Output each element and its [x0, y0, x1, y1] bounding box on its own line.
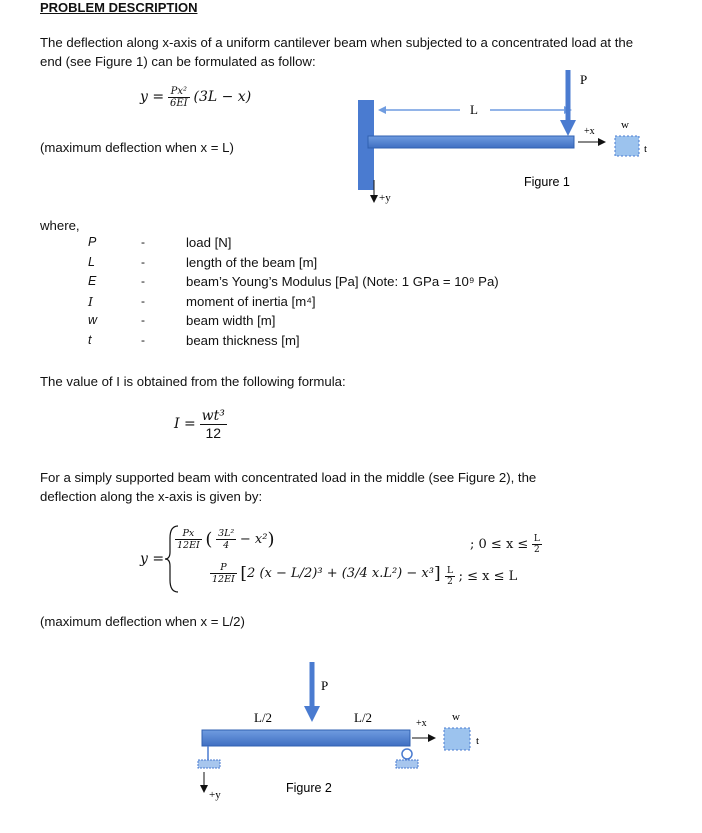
variable-dash: - [141, 235, 145, 249]
max-deflection-note-1: (maximum deflection when x = L) [40, 140, 234, 155]
eq2-numerator: wt³ [201, 408, 225, 424]
fig1-label-L: L [470, 102, 478, 117]
eq3-lhs: y = [140, 551, 165, 567]
variable-desc: load [N] [186, 235, 232, 250]
fig1-label-t: t [644, 143, 648, 155]
fig2-label-y: +y [209, 789, 221, 801]
fig1-label-y: +y [379, 192, 391, 204]
eq3-case-2: $\frac{P}{12EI}$ [2 (x − L/2)³ + (3/4 x.L²) − x³] [212, 562, 441, 585]
variable-symbol: w [88, 313, 98, 327]
cantilever-beam [368, 136, 574, 148]
eq3-c2-frac-num: L [447, 566, 453, 576]
fig2-label-w: w [452, 711, 460, 723]
variable-symbol: I [88, 293, 93, 309]
equation-inertia [174, 408, 227, 441]
simply-supported-beam [202, 730, 410, 746]
eq3-c1-inner-num: 3L² [218, 528, 235, 539]
ss-line-1: For a simply supported beam with concentrated load in the middle (see Figure 2), the [40, 470, 537, 485]
eq3-c1-num: Px [175, 528, 202, 540]
fig2-label-L2: L/2 [354, 710, 373, 725]
eq1-rest: (3L − x) [193, 89, 252, 106]
eq3-c2-body: 2 (x − L/2)³ + (3/4 x.L²) − x³ [247, 565, 434, 581]
eq3-c2-den: 12EI [212, 574, 235, 585]
variable-dash: - [141, 254, 145, 269]
fig2-label-t: t [476, 735, 480, 747]
fig1-label-w: w [621, 119, 629, 131]
eq3-c2-cond: ; ≤ x ≤ L [458, 568, 518, 584]
eq3-frac-num: L [533, 534, 540, 544]
variable-dash: - [141, 332, 145, 347]
variable-symbol: L [88, 254, 95, 269]
cross-section-box [615, 136, 639, 156]
figure-1-caption: Figure 1 [524, 175, 570, 189]
where-label: where, [40, 218, 80, 233]
variable-dash: - [141, 274, 145, 288]
eq3-lhs-wrap [140, 550, 164, 567]
variable-dash: - [141, 293, 145, 308]
figure-2-simply-supported-diagram [190, 660, 510, 810]
fig2-label-x: +x [416, 718, 427, 729]
intro-line-2: end (see Figure 1) can be formulated as follow: [40, 54, 316, 69]
variable-desc: beam width [m] [186, 313, 276, 328]
variable-desc: length of the beam [m] [186, 254, 318, 270]
variable-symbol: t [88, 332, 92, 347]
ss-line-2: deflection along the x-axis is given by: [40, 489, 263, 504]
variable-symbol: P [88, 235, 97, 249]
eq3-case-1: $\frac{Px}{12EI}$ ( $\frac{\text{3L²}}{4}$ − x²) [177, 528, 275, 551]
eq3-c2-num: P [210, 562, 237, 574]
eq3-c2-frac-den: 2 [447, 577, 453, 587]
variable-desc: beam thickness [m] [186, 332, 300, 348]
variable-dash: - [141, 313, 145, 327]
fig2-label-L1: L/2 [254, 710, 273, 725]
eq3-frac-den: 2 [534, 545, 540, 555]
eq3-c1-inner-den: 4 [223, 540, 230, 551]
variable-symbol: E [88, 274, 97, 288]
fig1-label-x: +x [584, 126, 595, 137]
inertia-intro: The value of I is obtained from the following formula: [40, 374, 346, 389]
fig2-cross-section-box [444, 728, 470, 750]
fig2-label-P: P [321, 678, 329, 693]
eq1-denominator: 6EI [169, 98, 188, 109]
eq3-c1-tail: − x² [239, 531, 268, 547]
variable-desc: beam’s Young’s Modulus [Pa] (Note: 1 GPa = 10⁹ Pa) [186, 274, 499, 289]
max-deflection-note-2: (maximum deflection when x = L/2) [40, 614, 245, 629]
eq3-c1-den: 12EI [177, 540, 200, 551]
eq3-case-1-condition [470, 534, 542, 555]
eq1-lhs: y = [140, 89, 165, 106]
equation-cantilever [140, 86, 251, 109]
figure-2-caption: Figure 2 [286, 781, 332, 795]
figure-1-cantilever-diagram [340, 60, 690, 220]
eq3-case-2-condition [445, 566, 517, 587]
eq2-denominator: 12 [205, 425, 222, 441]
intro-line-1: The deflection along x-axis of a uniform cantilever beam when subjected to a concentrated load at the [40, 35, 634, 50]
eq2-lhs: I = [174, 416, 196, 433]
eq1-numerator: Px² [168, 86, 190, 98]
right-roller-support [402, 749, 412, 759]
variable-desc: moment of inertia [m⁴] [186, 293, 316, 309]
eq3-c1-cond: ; 0 ≤ x ≤ [470, 536, 529, 552]
fig1-label-P: P [580, 72, 588, 87]
section-title: PROBLEM DESCRIPTION [40, 0, 198, 15]
